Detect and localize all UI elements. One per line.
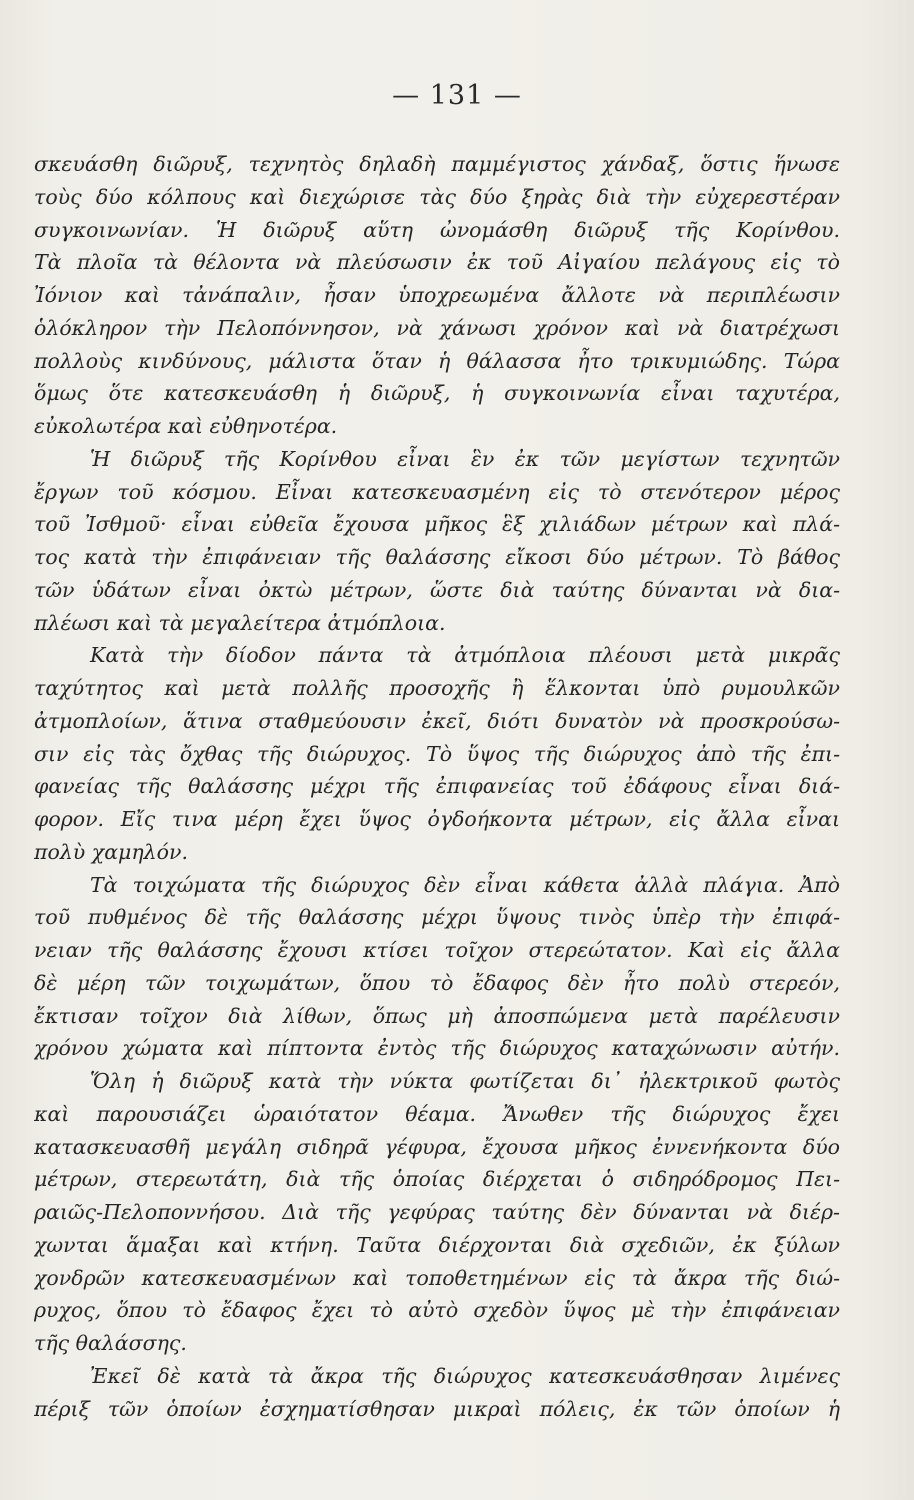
text-line: τος κατὰ τὴν ἐπιφάνειαν τῆς θαλάσσης εἴκοσι δύο μέτρων. Τὸ βάθος (34, 545, 840, 569)
text-line: συγκοινωνίαν. Ἡ διῶρυξ αὕτη ὠνομάσθη διῶρυξ τῆς Κορίνθου. (34, 217, 840, 242)
text-line: καὶ παρουσιάζει ὡραιότατον θέαμα. Ἄνωθεν τῆς διώρυχος ἔχει (34, 1101, 840, 1126)
text-line: δὲ μέρη τῶν τοιχωμάτων, ὅπου τὸ ἔδαφος δὲν ἦτο πολὺ στερεόν, (34, 970, 840, 995)
text-line: Τὰ πλοῖα τὰ θέλοντα νὰ πλεύσωσιν ἐκ τοῦ Αἰγαίου πελάγους εἰς τὸ (34, 250, 840, 275)
body-text (34, 148, 840, 1425)
text-line: Ἰόνιον καὶ τἀνάπαλιν, ἦσαν ὑποχρεωμένα ἄλλοτε νὰ περιπλέωσιν (34, 283, 840, 307)
text-line: τῶν ὑδάτων εἶναι ὀκτὼ μέτρων, ὥστε διὰ ταύτης δύνανται νὰ δια- (34, 577, 840, 602)
text-line: ραιῶς-Πελοποννήσου. Διὰ τῆς γεφύρας ταύτης δὲν δύνανται νὰ διέρ- (34, 1200, 840, 1224)
text-line: χρόνου χώματα καὶ πίπτοντα ἐντὸς τῆς διώρυχος καταχώνωσιν αὐτήν. (34, 1036, 840, 1061)
text-line: εὐκολωτέρα καὶ εὐθηνοτέρα. (34, 414, 338, 438)
text-line: χωνται ἅμαξαι καὶ κτήνη. Ταῦτα διέρχονται διὰ σχεδιῶν, ἐκ ξύλων (34, 1232, 840, 1257)
text-line: φανείας τῆς θαλάσσης μέχρι τῆς ἐπιφανείας τοῦ ἐδάφους εἶναι διά- (34, 774, 840, 799)
text-line: ρυχος, ὅπου τὸ ἔδαφος ἔχει τὸ αὐτὸ σχεδὸν ὕψος μὲ τὴν ἐπιφάνειαν (34, 1298, 840, 1323)
text-line: ταχύτητος καὶ μετὰ πολλῆς προσοχῆς ἢ ἕλκονται ὑπὸ ρυμουλκῶν (34, 676, 840, 700)
text-line: πολὺ χαμηλόν. (34, 839, 188, 864)
text-line: τοῦ πυθμένος δὲ τῆς θαλάσσης μέχρι ὕψους τινὸς ὑπὲρ τὴν ἐπιφά- (34, 905, 840, 930)
text-line: Ἡ διῶρυξ τῆς Κορίνθου εἶναι ἓν ἐκ τῶν μεγίστων τεχνητῶν (90, 446, 840, 471)
text-line: τοὺς δύο κόλπους καὶ διεχώρισε τὰς δύο ξηρὰς διὰ τὴν εὐχερεστέραν (34, 184, 840, 209)
text-line: πολλοὺς κινδύνους, μάλιστα ὅταν ἡ θάλασσα ἦτο τρικυμιώδης. Τώρα (34, 348, 840, 373)
text-line: φορον. Εἴς τινα μέρη ἔχει ὕψος ὀγδοήκοντα μέτρων, εἰς ἄλλα εἶναι (34, 807, 840, 831)
text-line: ὁλόκληρον τὴν Πελοπόννησον, νὰ χάνωσι χρόνον καὶ νὰ διατρέχωσι (34, 315, 840, 340)
text-line: Τὰ τοιχώματα τῆς διώρυχος δὲν εἶναι κάθετα ἀλλὰ πλάγια. Ἀπὸ (90, 872, 840, 897)
text-line: ἔργων τοῦ κόσμου. Εἶναι κατεσκευασμένη εἰς τὸ στενότερον μέρος (34, 479, 840, 504)
text-line: Ἐκεῖ δὲ κατὰ τὰ ἄκρα τῆς διώρυχος κατεσκευάσθησαν λιμένες (90, 1363, 840, 1388)
text-line: μέτρων, στερεωτάτη, διὰ τῆς ὁποίας διέρχεται ὁ σιδηρόδρομος Πει- (34, 1167, 840, 1192)
text-line: τῆς θαλάσσης. (34, 1331, 187, 1355)
text-line: ἀτμοπλοίων, ἅτινα σταθμεύουσιν ἐκεῖ, διότι δυνατὸν νὰ προσκρούσω- (34, 708, 840, 733)
text-line: Ὅλη ἡ διῶρυξ κατὰ τὴν νύκτα φωτίζεται δι᾽ ἠλεκτρικοῦ φωτὸς (90, 1069, 840, 1093)
text-line: κατασκευασθῆ μεγάλη σιδηρᾶ γέφυρα, ἔχουσα μῆκος ἐννενήκοντα δύο (34, 1134, 840, 1159)
text-line: πέριξ τῶν ὁποίων ἐσχηματίσθησαν μικραὶ πόλεις, ἐκ τῶν ὁποίων ἡ (34, 1396, 840, 1421)
text-line: τοῦ Ἰσθμοῦ· εἶναι εὐθεῖα ἔχουσα μῆκος ἓξ χιλιάδων μέτρων καὶ πλά- (34, 512, 840, 537)
text-line: σκευάσθη διῶρυξ, τεχνητὸς δηλαδὴ παμμέγιστος χάνδαξ, ὅστις ἥνωσε (34, 152, 840, 176)
text-line: νειαν τῆς θαλάσσης ἔχουσι κτίσει τοῖχον στερεώτατον. Καὶ εἰς ἄλλα (34, 938, 840, 962)
text-line: Κατὰ τὴν δίοδον πάντα τὰ ἀτμόπλοια πλέουσι μετὰ μικρᾶς (90, 643, 840, 668)
text-line: σιν εἰς τὰς ὄχθας τῆς διώρυχος. Τὸ ὕψος τῆς διώρυχος ἀπὸ τῆς ἐπι- (34, 741, 840, 766)
text-line: ὅμως ὅτε κατεσκευάσθη ἡ διῶρυξ, ἡ συγκοινωνία εἶναι ταχυτέρα, (34, 381, 840, 406)
text-line: ἔκτισαν τοῖχον διὰ λίθων, ὅπως μὴ ἀποσπώμενα μετὰ παρέλευσιν (34, 1003, 840, 1028)
text-line: χονδρῶν κατεσκευασμένων καὶ τοποθετημένων εἰς τὰ ἄκρα τῆς διώ- (34, 1265, 840, 1290)
text-line: πλέωσι καὶ τὰ μεγαλείτερα ἀτμόπλοια. (34, 610, 446, 635)
page-number: — 131 — (392, 80, 522, 111)
